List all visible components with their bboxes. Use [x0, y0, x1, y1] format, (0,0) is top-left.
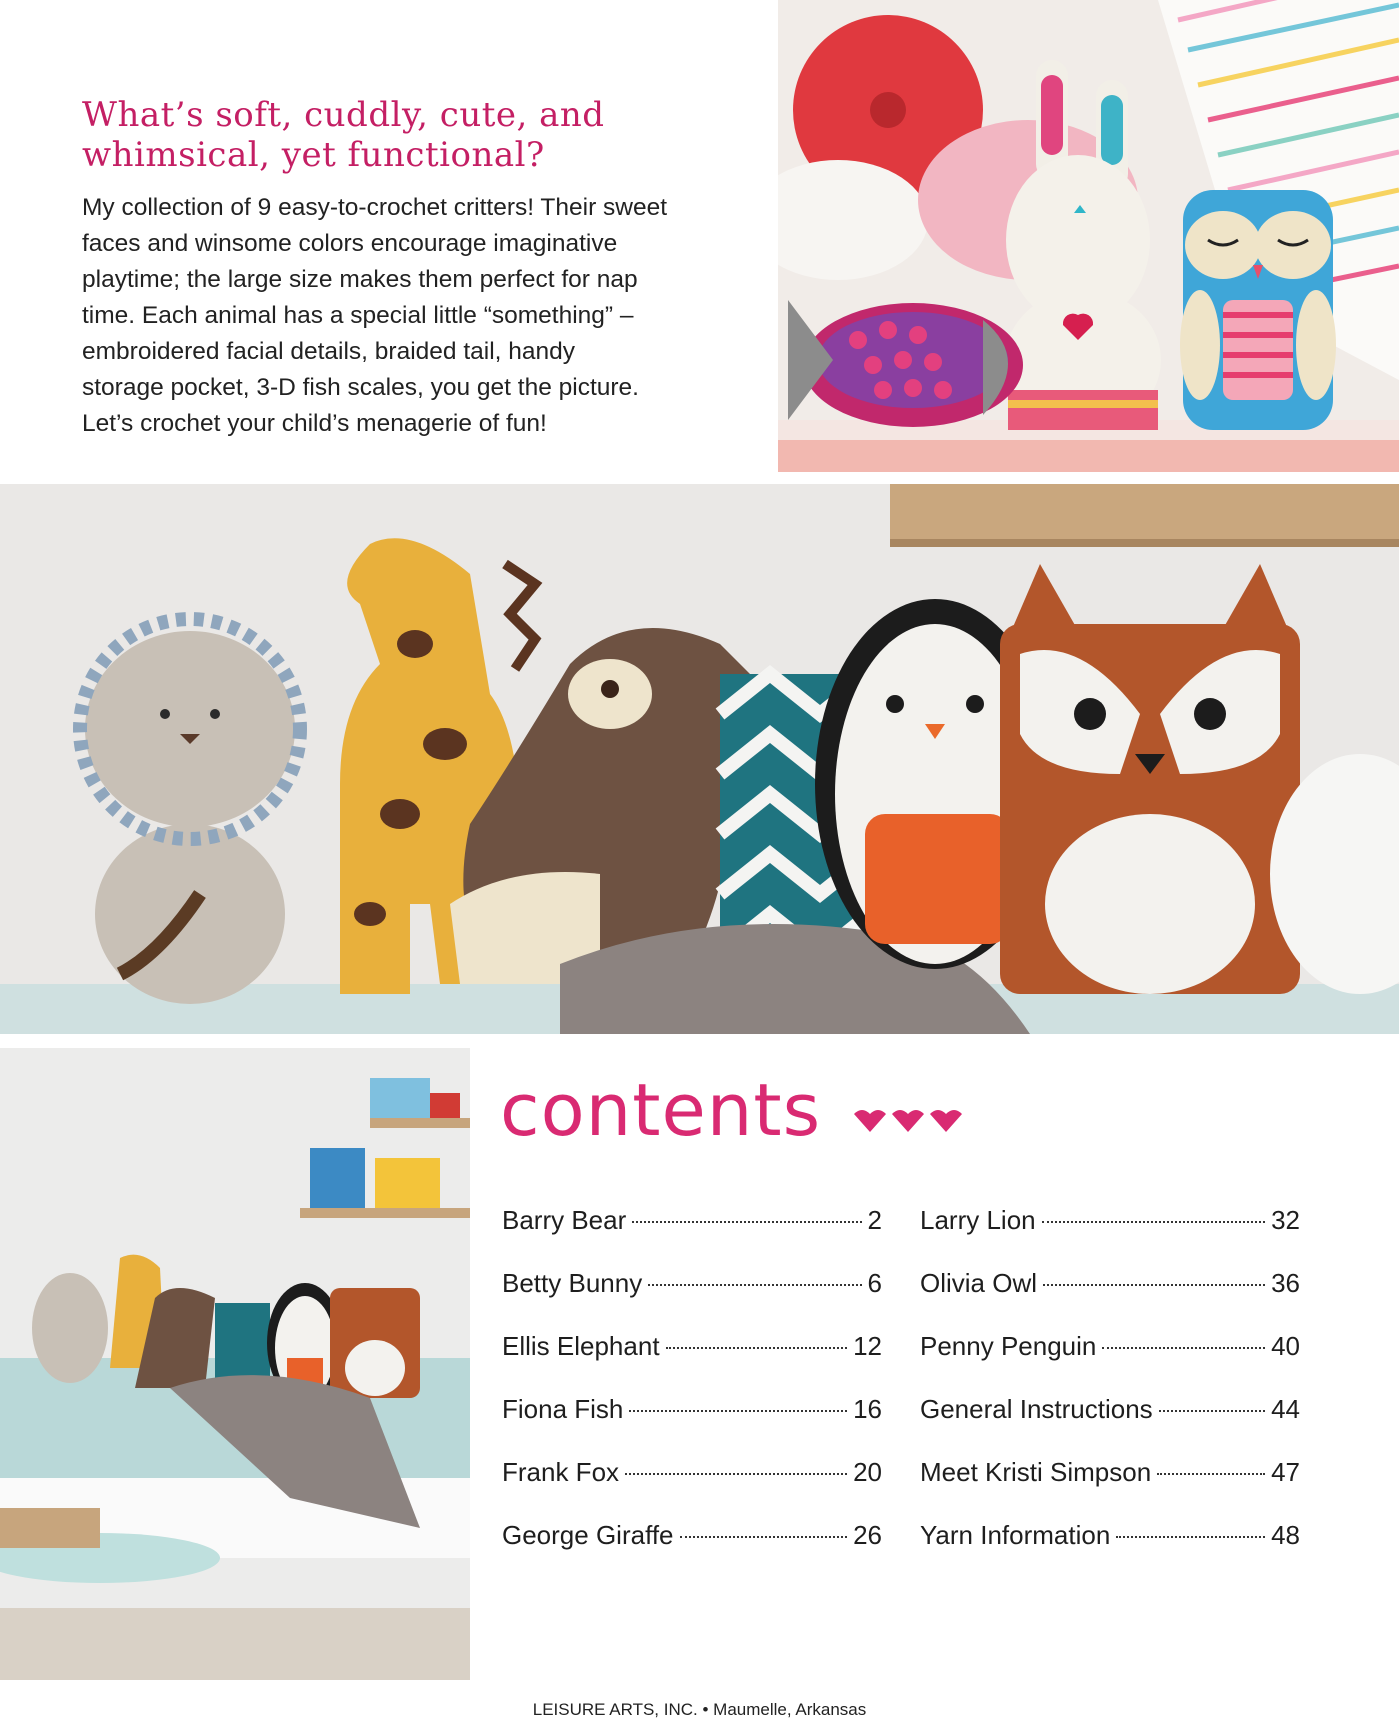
toc-entry-title: Olivia Owl	[920, 1268, 1038, 1298]
publisher-footer	[0, 1700, 1399, 1720]
headline-line: whimsical, yet functional?	[82, 135, 545, 175]
intro-line: storage pocket, 3-D fish scales, you get the picture.	[82, 374, 639, 401]
toc-entry-page: 40	[1271, 1331, 1300, 1361]
toc-entry-title: Frank Fox	[502, 1457, 620, 1487]
toc-entry-title: Penny Penguin	[920, 1331, 1097, 1361]
toc-entry[interactable]	[502, 1457, 882, 1520]
toc-entry[interactable]	[920, 1394, 1300, 1457]
owl-toy	[1180, 190, 1336, 430]
intro-line: Let’s crochet your child’s menagerie of fun!	[82, 410, 547, 437]
dot-leader	[1159, 1410, 1265, 1412]
toc-entry-page: 16	[853, 1394, 882, 1424]
toc-entry-page: 26	[853, 1520, 882, 1550]
fox-toy	[1000, 564, 1300, 994]
toc-entry[interactable]	[502, 1331, 882, 1394]
toc-entry-title: Barry Bear	[502, 1205, 627, 1235]
intro-line: faces and winsome colors encourage imaginative	[82, 230, 618, 257]
toc-entry[interactable]	[920, 1268, 1300, 1331]
intro-line: time. Each animal has a special little “something” –	[82, 302, 634, 329]
toc-entry-page: 44	[1271, 1394, 1300, 1424]
toc-entry[interactable]	[920, 1457, 1300, 1520]
intro-headline	[82, 95, 702, 175]
toc-entry[interactable]	[920, 1520, 1300, 1583]
toc-left-column	[502, 1205, 882, 1583]
lion-toy	[80, 619, 300, 1004]
toc-entry-page: 48	[1271, 1520, 1300, 1550]
toc-entry[interactable]	[502, 1520, 882, 1583]
intro-line: playtime; the large size makes them perfect for nap	[82, 266, 638, 293]
photo-bunny-owl-fish	[778, 0, 1399, 472]
toc-entry-title: Betty Bunny	[502, 1268, 643, 1298]
heart-icon	[852, 1108, 964, 1136]
dot-leader	[680, 1536, 848, 1538]
toc-entry[interactable]	[502, 1268, 882, 1331]
toc-entry-page: 6	[867, 1268, 882, 1298]
toc-entry-page: 36	[1271, 1268, 1300, 1298]
photo-animal-row	[0, 484, 1399, 1034]
dot-leader	[1157, 1473, 1265, 1475]
toc-entry[interactable]	[920, 1205, 1300, 1268]
intro-line: embroidered facial details, braided tail, handy	[82, 338, 576, 365]
dot-leader	[1043, 1284, 1265, 1286]
intro-paragraph	[82, 190, 762, 442]
toc-entry-title: Ellis Elephant	[502, 1331, 660, 1361]
headline-line: What’s soft, cuddly, cute, and	[82, 95, 605, 135]
toc-right-column	[920, 1205, 1300, 1583]
dot-leader	[1042, 1221, 1265, 1223]
publisher-name: LEISURE ARTS, INC.	[532, 1700, 698, 1719]
hearts-decoration	[852, 1108, 964, 1140]
contents-title: contents	[500, 1068, 822, 1152]
toc-entry[interactable]	[502, 1205, 882, 1268]
toc-entry[interactable]	[920, 1331, 1300, 1394]
dot-leader	[1102, 1347, 1265, 1349]
toc-entry-title: Fiona Fish	[502, 1394, 624, 1424]
toc-entry-page: 20	[853, 1457, 882, 1487]
toc-entry-page: 47	[1271, 1457, 1300, 1487]
toc-entry-title: Meet Kristi Simpson	[920, 1457, 1152, 1487]
dot-leader	[632, 1221, 861, 1223]
photo-room	[0, 1048, 470, 1680]
toc-entry-title: Larry Lion	[920, 1205, 1036, 1235]
dot-leader	[1116, 1536, 1265, 1538]
footer-separator: •	[702, 1700, 709, 1719]
dot-leader	[625, 1473, 847, 1475]
dot-leader	[629, 1410, 847, 1412]
toc-entry-page: 32	[1271, 1205, 1300, 1235]
toc-entry-title: General Instructions	[920, 1394, 1153, 1424]
dot-leader	[666, 1347, 848, 1349]
toc-entry[interactable]	[502, 1394, 882, 1457]
publisher-location: Maumelle, Arkansas	[713, 1700, 867, 1719]
toc-entry-title: Yarn Information	[920, 1520, 1111, 1550]
intro-line: My collection of 9 easy-to-crochet critters! Their sweet	[82, 194, 668, 221]
toc-entry-page: 12	[853, 1331, 882, 1361]
toc-entry-title: George Giraffe	[502, 1520, 674, 1550]
toc-entry-page: 2	[867, 1205, 882, 1235]
dot-leader	[648, 1284, 861, 1286]
